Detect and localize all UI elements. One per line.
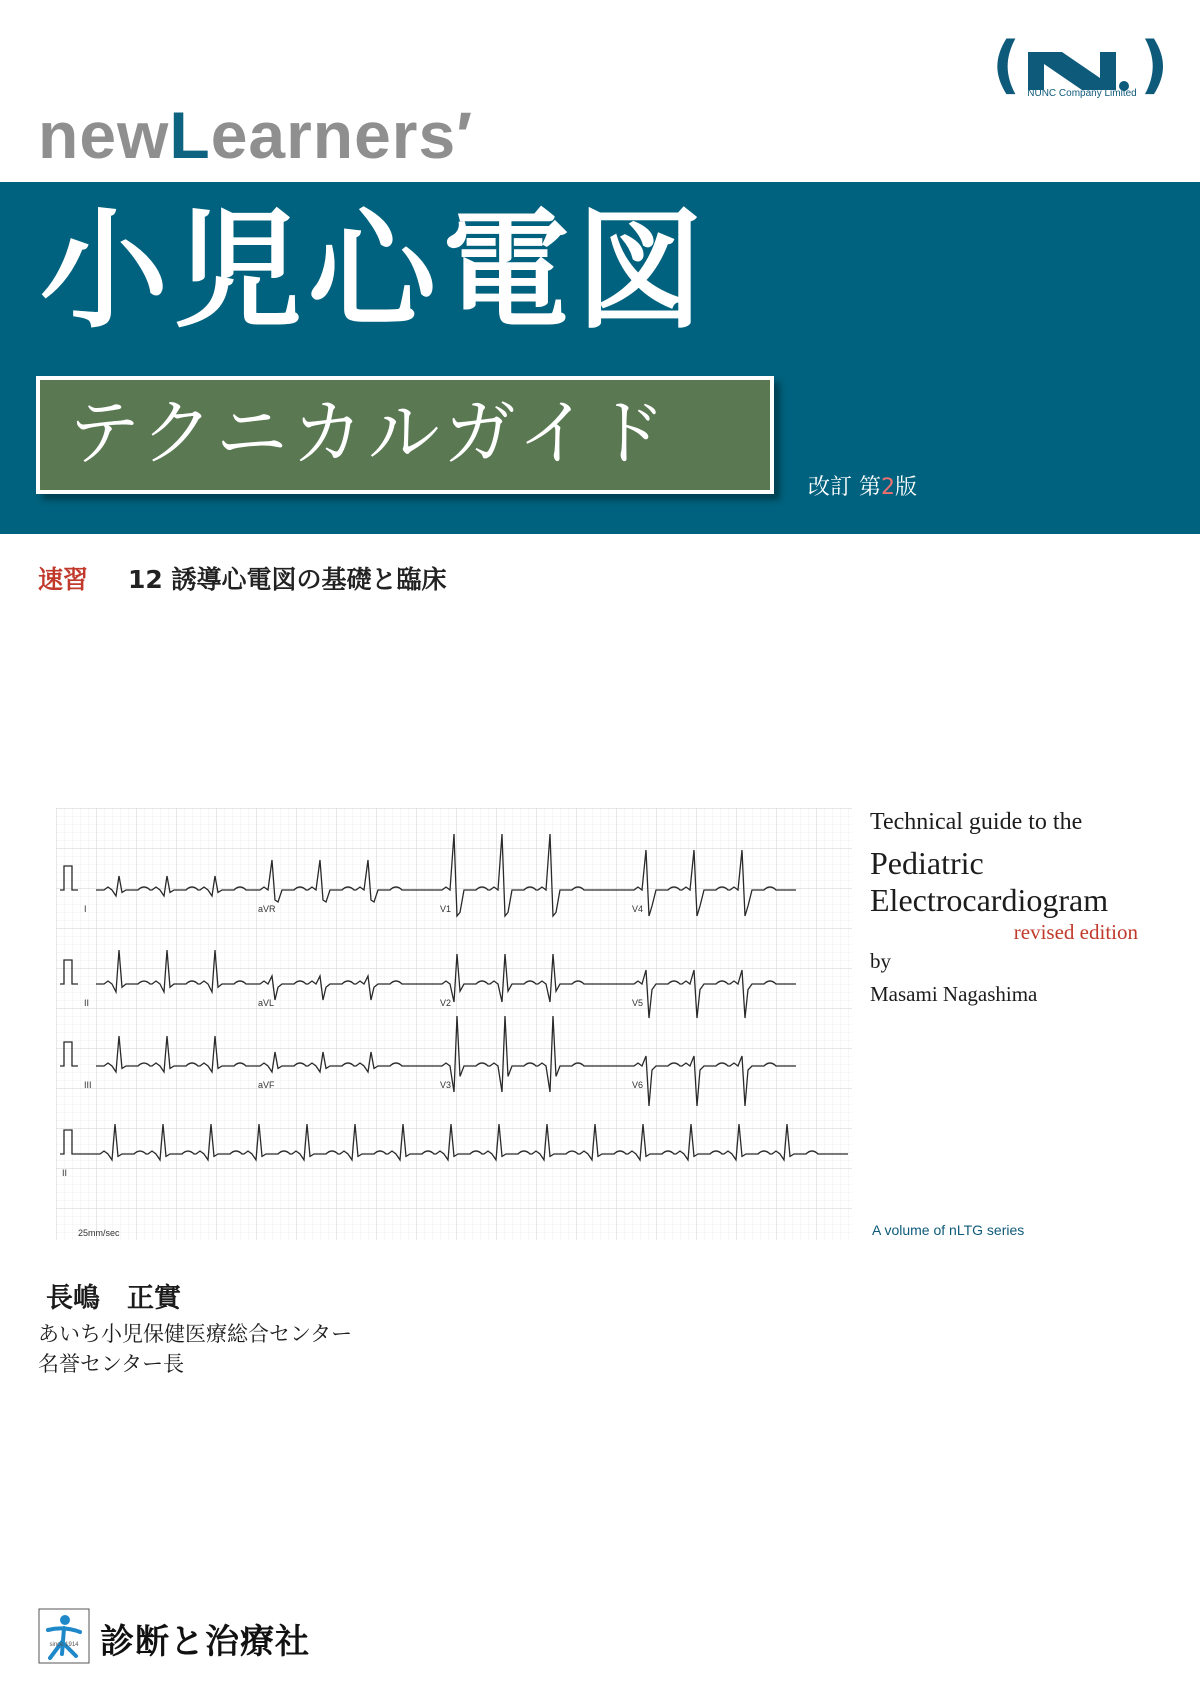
publisher-logo <box>992 28 1169 112</box>
ecg-lead-label: aVF <box>258 1080 275 1090</box>
subseries-title: 12 誘導心電図の基礎と臨床 <box>128 565 447 594</box>
ecg-lead-label: V3 <box>440 1080 452 1090</box>
ecg-grid <box>56 808 852 1240</box>
ecg-speed-label: 25mm/sec <box>78 1228 120 1238</box>
subseries-tag: 速習 <box>38 565 89 594</box>
author-title: 名誉センター長 <box>38 1352 185 1376</box>
edition-number: 2 <box>881 475 895 500</box>
edition-prefix: 改訂 第 <box>808 475 881 500</box>
series-prefix: new <box>38 98 170 172</box>
ecg-lead-label: V5 <box>632 998 644 1008</box>
author-name: 長嶋 正實 <box>46 1283 181 1314</box>
ecg-lead-label: II <box>62 1168 68 1178</box>
english-line1: Technical guide to the <box>870 809 1083 835</box>
svg-text:since 1914: since 1914 <box>49 1642 79 1648</box>
ecg-lead-label: II <box>84 998 90 1008</box>
ecg-lead-label: V2 <box>440 998 452 1008</box>
title-band <box>0 182 1200 534</box>
english-title-line2: Electrocardiogram <box>870 881 1109 918</box>
logo-paren-left: ( <box>992 28 1021 101</box>
series-note: A volume of nLTG series <box>872 1222 1025 1238</box>
ecg-lead-label: aVL <box>258 998 275 1008</box>
series-suffix: earners′ <box>210 98 474 172</box>
english-author: Masami Nagashima <box>870 982 1038 1007</box>
author-affiliation: あいち小児保健医療総合センター <box>38 1322 353 1346</box>
publisher-name: 診断と治療社 <box>100 1622 310 1662</box>
ecg-illustration <box>56 808 852 1240</box>
english-by: by <box>870 949 891 974</box>
english-revised-edition: revised edition <box>1013 920 1138 945</box>
ecg-lead-label: V1 <box>440 904 452 914</box>
book-title: 小児心電図 <box>40 197 711 346</box>
ecg-lead-label: aVR <box>258 904 276 914</box>
publisher-mark-icon <box>38 1608 90 1664</box>
english-title-block <box>870 808 1170 1007</box>
ecg-lead-label: III <box>84 1080 92 1090</box>
ecg-lead-label: I <box>84 904 87 914</box>
subtitle-box <box>36 376 774 494</box>
edition-label <box>808 470 917 501</box>
logo-paren-right: ) <box>1140 28 1169 101</box>
book-subtitle: テクニカルガイド <box>68 391 670 475</box>
series-highlight: L <box>169 98 211 172</box>
ecg-lead-label: V4 <box>632 904 644 914</box>
series-wordmark <box>38 98 474 172</box>
ecg-lead-label: V6 <box>632 1080 644 1090</box>
english-title-line1: Pediatric <box>870 844 984 881</box>
edition-suffix: 版 <box>895 475 918 500</box>
logo-company-text: NUNC Company Limited <box>1027 88 1137 99</box>
